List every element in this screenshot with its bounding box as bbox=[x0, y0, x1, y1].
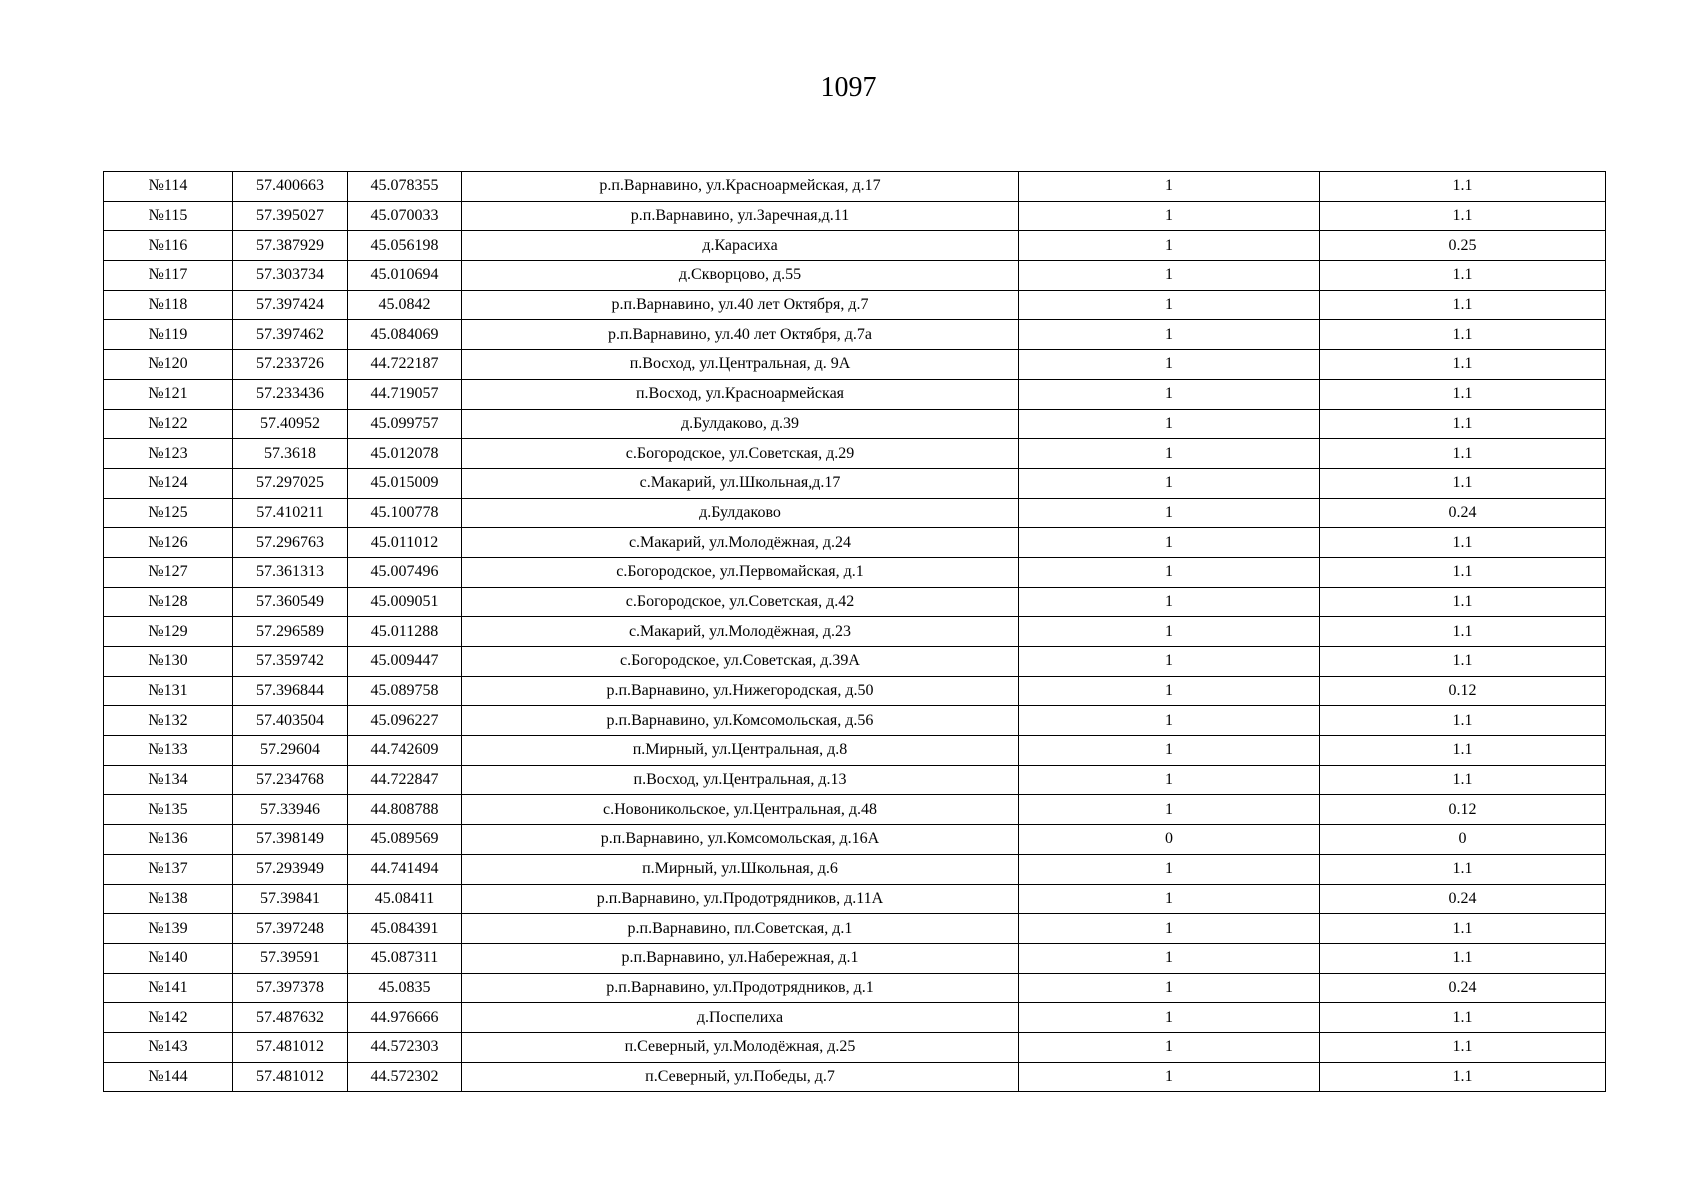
cell-latitude: 57.233436 bbox=[233, 379, 348, 409]
cell-latitude: 57.40952 bbox=[233, 409, 348, 439]
table-row bbox=[104, 884, 1606, 914]
cell-container-count: 1 bbox=[1019, 231, 1320, 261]
cell-site-number: №124 bbox=[104, 468, 233, 498]
cell-container-count: 1 bbox=[1019, 498, 1320, 528]
cell-address: р.п.Варнавино, ул.40 лет Октября, д.7а bbox=[462, 320, 1019, 350]
table-row bbox=[104, 320, 1606, 350]
table-row bbox=[104, 854, 1606, 884]
cell-container-volume: 1.1 bbox=[1320, 1003, 1606, 1033]
cell-container-count: 1 bbox=[1019, 557, 1320, 587]
cell-container-volume: 1.1 bbox=[1320, 617, 1606, 647]
cell-container-volume: 1.1 bbox=[1320, 854, 1606, 884]
cell-longitude: 45.011288 bbox=[348, 617, 462, 647]
cell-site-number: №118 bbox=[104, 290, 233, 320]
cell-site-number: №132 bbox=[104, 706, 233, 736]
table-row bbox=[104, 617, 1606, 647]
cell-address: с.Макарий, ул.Школьная,д.17 bbox=[462, 468, 1019, 498]
cell-address: р.п.Варнавино, ул.Нижегородская, д.50 bbox=[462, 676, 1019, 706]
table-row bbox=[104, 231, 1606, 261]
cell-container-count: 1 bbox=[1019, 943, 1320, 973]
cell-site-number: №125 bbox=[104, 498, 233, 528]
table-row bbox=[104, 647, 1606, 677]
table-row bbox=[104, 350, 1606, 380]
cell-container-count: 1 bbox=[1019, 290, 1320, 320]
cell-site-number: №121 bbox=[104, 379, 233, 409]
cell-address: п.Восход, ул.Центральная, д. 9А bbox=[462, 350, 1019, 380]
cell-container-count: 1 bbox=[1019, 765, 1320, 795]
cell-latitude: 57.33946 bbox=[233, 795, 348, 825]
cell-site-number: №123 bbox=[104, 439, 233, 469]
cell-site-number: №140 bbox=[104, 943, 233, 973]
cell-container-volume: 0.24 bbox=[1320, 498, 1606, 528]
cell-container-count: 1 bbox=[1019, 320, 1320, 350]
cell-site-number: №127 bbox=[104, 557, 233, 587]
cell-container-count: 1 bbox=[1019, 409, 1320, 439]
table-row bbox=[104, 1032, 1606, 1062]
cell-latitude: 57.303734 bbox=[233, 261, 348, 291]
table-row bbox=[104, 498, 1606, 528]
cell-address: р.п.Варнавино, ул.Продотрядников, д.1 bbox=[462, 973, 1019, 1003]
cell-site-number: №143 bbox=[104, 1032, 233, 1062]
table-row bbox=[104, 290, 1606, 320]
cell-container-count: 1 bbox=[1019, 350, 1320, 380]
cell-container-count: 1 bbox=[1019, 528, 1320, 558]
cell-latitude: 57.361313 bbox=[233, 557, 348, 587]
cell-latitude: 57.296589 bbox=[233, 617, 348, 647]
table-row bbox=[104, 587, 1606, 617]
cell-container-volume: 0.25 bbox=[1320, 231, 1606, 261]
cell-container-count: 1 bbox=[1019, 884, 1320, 914]
cell-site-number: №131 bbox=[104, 676, 233, 706]
cell-longitude: 45.089569 bbox=[348, 825, 462, 855]
cell-longitude: 45.099757 bbox=[348, 409, 462, 439]
cell-container-volume: 0.12 bbox=[1320, 676, 1606, 706]
cell-longitude: 45.0835 bbox=[348, 973, 462, 1003]
cell-address: р.п.Варнавино, ул.Заречная,д.11 bbox=[462, 201, 1019, 231]
cell-site-number: №119 bbox=[104, 320, 233, 350]
cell-container-volume: 1.1 bbox=[1320, 379, 1606, 409]
cell-latitude: 57.29604 bbox=[233, 736, 348, 766]
cell-address: р.п.Варнавино, ул.40 лет Октября, д.7 bbox=[462, 290, 1019, 320]
cell-latitude: 57.359742 bbox=[233, 647, 348, 677]
cell-longitude: 44.808788 bbox=[348, 795, 462, 825]
cell-container-count: 0 bbox=[1019, 825, 1320, 855]
cell-longitude: 45.070033 bbox=[348, 201, 462, 231]
cell-site-number: №133 bbox=[104, 736, 233, 766]
cell-container-volume: 1.1 bbox=[1320, 943, 1606, 973]
cell-longitude: 45.012078 bbox=[348, 439, 462, 469]
cell-longitude: 45.078355 bbox=[348, 172, 462, 202]
cell-site-number: №130 bbox=[104, 647, 233, 677]
cell-site-number: №128 bbox=[104, 587, 233, 617]
cell-container-volume: 1.1 bbox=[1320, 736, 1606, 766]
table-row bbox=[104, 439, 1606, 469]
cell-address: р.п.Варнавино, ул.Красноармейская, д.17 bbox=[462, 172, 1019, 202]
cell-site-number: №115 bbox=[104, 201, 233, 231]
cell-site-number: №126 bbox=[104, 528, 233, 558]
cell-address: п.Восход, ул.Центральная, д.13 bbox=[462, 765, 1019, 795]
cell-container-volume: 1.1 bbox=[1320, 350, 1606, 380]
table-row bbox=[104, 261, 1606, 291]
cell-address: с.Богородское, ул.Советская, д.42 bbox=[462, 587, 1019, 617]
cell-longitude: 45.010694 bbox=[348, 261, 462, 291]
table-row bbox=[104, 973, 1606, 1003]
cell-longitude: 44.722187 bbox=[348, 350, 462, 380]
table-row bbox=[104, 943, 1606, 973]
cell-longitude: 44.719057 bbox=[348, 379, 462, 409]
cell-container-count: 1 bbox=[1019, 736, 1320, 766]
cell-container-count: 1 bbox=[1019, 973, 1320, 1003]
table-row bbox=[104, 706, 1606, 736]
cell-site-number: №120 bbox=[104, 350, 233, 380]
cell-latitude: 57.39591 bbox=[233, 943, 348, 973]
cell-site-number: №114 bbox=[104, 172, 233, 202]
cell-longitude: 45.096227 bbox=[348, 706, 462, 736]
cell-container-volume: 1.1 bbox=[1320, 172, 1606, 202]
cell-latitude: 57.481012 bbox=[233, 1032, 348, 1062]
cell-container-volume: 1.1 bbox=[1320, 261, 1606, 291]
cell-container-count: 1 bbox=[1019, 379, 1320, 409]
cell-site-number: №122 bbox=[104, 409, 233, 439]
page-number: 1097 bbox=[820, 72, 877, 103]
cell-longitude: 45.009447 bbox=[348, 647, 462, 677]
cell-longitude: 44.742609 bbox=[348, 736, 462, 766]
table-row bbox=[104, 409, 1606, 439]
cell-address: р.п.Варнавино, пл.Советская, д.1 bbox=[462, 914, 1019, 944]
cell-latitude: 57.360549 bbox=[233, 587, 348, 617]
cell-longitude: 45.056198 bbox=[348, 231, 462, 261]
cell-address: с.Богородское, ул.Первомайская, д.1 bbox=[462, 557, 1019, 587]
cell-longitude: 44.722847 bbox=[348, 765, 462, 795]
table-row bbox=[104, 765, 1606, 795]
table-row bbox=[104, 736, 1606, 766]
cell-address: с.Макарий, ул.Молодёжная, д.23 bbox=[462, 617, 1019, 647]
cell-longitude: 45.084391 bbox=[348, 914, 462, 944]
cell-address: р.п.Варнавино, ул.Продотрядников, д.11А bbox=[462, 884, 1019, 914]
cell-container-volume: 0.12 bbox=[1320, 795, 1606, 825]
cell-longitude: 45.08411 bbox=[348, 884, 462, 914]
cell-site-number: №138 bbox=[104, 884, 233, 914]
cell-container-volume: 1.1 bbox=[1320, 1062, 1606, 1092]
cell-address: д.Булдаково, д.39 bbox=[462, 409, 1019, 439]
table-row bbox=[104, 795, 1606, 825]
sites-table bbox=[103, 171, 1606, 1092]
cell-latitude: 57.3618 bbox=[233, 439, 348, 469]
cell-latitude: 57.397248 bbox=[233, 914, 348, 944]
cell-latitude: 57.234768 bbox=[233, 765, 348, 795]
cell-container-count: 1 bbox=[1019, 914, 1320, 944]
cell-container-volume: 1.1 bbox=[1320, 320, 1606, 350]
cell-container-count: 1 bbox=[1019, 439, 1320, 469]
cell-address: р.п.Варнавино, ул.Набережная, д.1 bbox=[462, 943, 1019, 973]
cell-longitude: 45.007496 bbox=[348, 557, 462, 587]
cell-container-volume: 1.1 bbox=[1320, 409, 1606, 439]
table-row bbox=[104, 557, 1606, 587]
cell-address: с.Макарий, ул.Молодёжная, д.24 bbox=[462, 528, 1019, 558]
cell-address: д.Карасиха bbox=[462, 231, 1019, 261]
cell-site-number: №137 bbox=[104, 854, 233, 884]
table-row bbox=[104, 825, 1606, 855]
cell-latitude: 57.400663 bbox=[233, 172, 348, 202]
cell-container-count: 1 bbox=[1019, 676, 1320, 706]
cell-address: с.Новоникольское, ул.Центральная, д.48 bbox=[462, 795, 1019, 825]
cell-site-number: №129 bbox=[104, 617, 233, 647]
cell-longitude: 44.572302 bbox=[348, 1062, 462, 1092]
table-row bbox=[104, 1062, 1606, 1092]
cell-site-number: №141 bbox=[104, 973, 233, 1003]
cell-site-number: №144 bbox=[104, 1062, 233, 1092]
cell-latitude: 57.410211 bbox=[233, 498, 348, 528]
cell-container-volume: 1.1 bbox=[1320, 439, 1606, 469]
table-row bbox=[104, 468, 1606, 498]
cell-latitude: 57.233726 bbox=[233, 350, 348, 380]
cell-container-volume: 1.1 bbox=[1320, 765, 1606, 795]
cell-address: д.Булдаково bbox=[462, 498, 1019, 528]
cell-longitude: 44.572303 bbox=[348, 1032, 462, 1062]
cell-latitude: 57.481012 bbox=[233, 1062, 348, 1092]
cell-latitude: 57.297025 bbox=[233, 468, 348, 498]
cell-container-count: 1 bbox=[1019, 261, 1320, 291]
table-row bbox=[104, 201, 1606, 231]
cell-container-volume: 0 bbox=[1320, 825, 1606, 855]
cell-address: р.п.Варнавино, ул.Комсомольская, д.56 bbox=[462, 706, 1019, 736]
cell-latitude: 57.403504 bbox=[233, 706, 348, 736]
cell-address: с.Богородское, ул.Советская, д.39А bbox=[462, 647, 1019, 677]
table-row bbox=[104, 379, 1606, 409]
cell-longitude: 45.011012 bbox=[348, 528, 462, 558]
cell-latitude: 57.398149 bbox=[233, 825, 348, 855]
cell-latitude: 57.395027 bbox=[233, 201, 348, 231]
cell-latitude: 57.387929 bbox=[233, 231, 348, 261]
cell-container-count: 1 bbox=[1019, 854, 1320, 884]
cell-container-volume: 1.1 bbox=[1320, 290, 1606, 320]
table-row bbox=[104, 676, 1606, 706]
cell-container-volume: 1.1 bbox=[1320, 647, 1606, 677]
cell-container-volume: 1.1 bbox=[1320, 587, 1606, 617]
cell-site-number: №117 bbox=[104, 261, 233, 291]
cell-container-count: 1 bbox=[1019, 468, 1320, 498]
cell-container-volume: 0.24 bbox=[1320, 884, 1606, 914]
cell-latitude: 57.397462 bbox=[233, 320, 348, 350]
cell-latitude: 57.487632 bbox=[233, 1003, 348, 1033]
cell-container-count: 1 bbox=[1019, 1003, 1320, 1033]
cell-address: с.Богородское, ул.Советская, д.29 bbox=[462, 439, 1019, 469]
cell-latitude: 57.397424 bbox=[233, 290, 348, 320]
cell-address: п.Мирный, ул.Школьная, д.6 bbox=[462, 854, 1019, 884]
cell-container-count: 1 bbox=[1019, 795, 1320, 825]
cell-address: п.Мирный, ул.Центральная, д.8 bbox=[462, 736, 1019, 766]
cell-longitude: 44.741494 bbox=[348, 854, 462, 884]
cell-container-volume: 1.1 bbox=[1320, 914, 1606, 944]
cell-container-count: 1 bbox=[1019, 172, 1320, 202]
cell-longitude: 45.015009 bbox=[348, 468, 462, 498]
cell-site-number: №142 bbox=[104, 1003, 233, 1033]
cell-container-count: 1 bbox=[1019, 706, 1320, 736]
cell-longitude: 45.089758 bbox=[348, 676, 462, 706]
cell-site-number: №135 bbox=[104, 795, 233, 825]
cell-address: р.п.Варнавино, ул.Комсомольская, д.16А bbox=[462, 825, 1019, 855]
cell-container-volume: 1.1 bbox=[1320, 528, 1606, 558]
cell-address: п.Северный, ул.Молодёжная, д.25 bbox=[462, 1032, 1019, 1062]
cell-container-volume: 1.1 bbox=[1320, 201, 1606, 231]
cell-longitude: 45.084069 bbox=[348, 320, 462, 350]
cell-container-count: 1 bbox=[1019, 617, 1320, 647]
cell-site-number: №136 bbox=[104, 825, 233, 855]
cell-container-count: 1 bbox=[1019, 587, 1320, 617]
cell-site-number: №139 bbox=[104, 914, 233, 944]
cell-longitude: 44.976666 bbox=[348, 1003, 462, 1033]
cell-address: п.Северный, ул.Победы, д.7 bbox=[462, 1062, 1019, 1092]
cell-latitude: 57.397378 bbox=[233, 973, 348, 1003]
cell-latitude: 57.39841 bbox=[233, 884, 348, 914]
cell-site-number: №134 bbox=[104, 765, 233, 795]
cell-site-number: №116 bbox=[104, 231, 233, 261]
cell-container-count: 1 bbox=[1019, 647, 1320, 677]
cell-container-volume: 1.1 bbox=[1320, 1032, 1606, 1062]
cell-latitude: 57.293949 bbox=[233, 854, 348, 884]
cell-container-count: 1 bbox=[1019, 1032, 1320, 1062]
cell-latitude: 57.296763 bbox=[233, 528, 348, 558]
table-row bbox=[104, 172, 1606, 202]
table-row bbox=[104, 914, 1606, 944]
table-row bbox=[104, 528, 1606, 558]
cell-container-count: 1 bbox=[1019, 1062, 1320, 1092]
table-row bbox=[104, 1003, 1606, 1033]
cell-container-count: 1 bbox=[1019, 201, 1320, 231]
cell-container-volume: 1.1 bbox=[1320, 557, 1606, 587]
cell-longitude: 45.100778 bbox=[348, 498, 462, 528]
cell-container-volume: 0.24 bbox=[1320, 973, 1606, 1003]
cell-latitude: 57.396844 bbox=[233, 676, 348, 706]
cell-container-volume: 1.1 bbox=[1320, 706, 1606, 736]
cell-longitude: 45.087311 bbox=[348, 943, 462, 973]
cell-address: д.Скворцово, д.55 bbox=[462, 261, 1019, 291]
cell-address: д.Поспелиха bbox=[462, 1003, 1019, 1033]
table-body bbox=[104, 172, 1606, 1092]
cell-address: п.Восход, ул.Красноармейская bbox=[462, 379, 1019, 409]
cell-longitude: 45.0842 bbox=[348, 290, 462, 320]
cell-container-volume: 1.1 bbox=[1320, 468, 1606, 498]
sites-table-wrap bbox=[103, 171, 1605, 1092]
cell-longitude: 45.009051 bbox=[348, 587, 462, 617]
